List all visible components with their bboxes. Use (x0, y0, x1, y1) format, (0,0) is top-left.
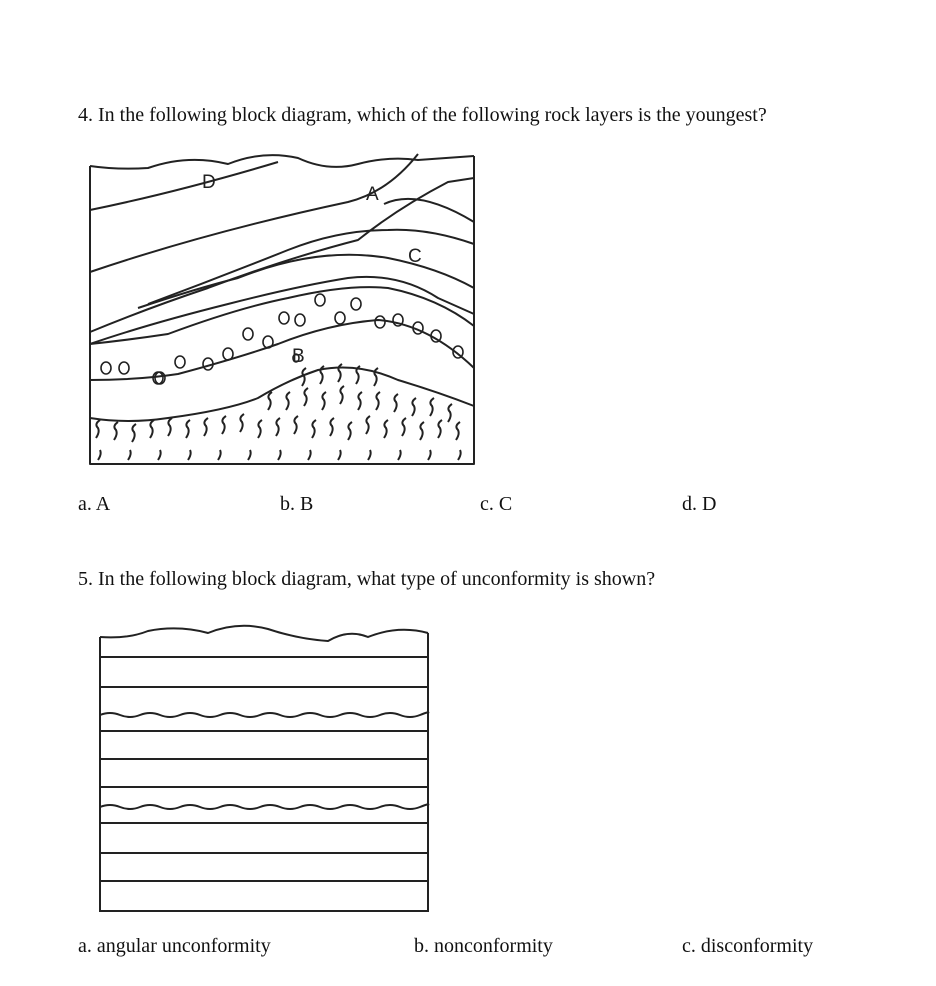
block-diagram-q5 (98, 615, 438, 915)
granite-pattern (96, 364, 461, 460)
erosion-surface-lower (100, 804, 428, 809)
granite-contact (90, 368, 474, 421)
q4-option-b[interactable]: b. B (280, 493, 314, 515)
block-diagram-q4 (88, 148, 478, 468)
diagram-label-a: A (366, 184, 379, 205)
layer-b-upper (90, 287, 474, 344)
question-4-text: 4. In the following block diagram, which of the following rock layers is the youngest? (78, 104, 767, 126)
land-surface (100, 626, 428, 641)
question-5-text: 5. In the following block diagram, what type of unconformity is shown? (78, 568, 656, 590)
diagram-label-c: C (408, 246, 422, 267)
diagram-frame (100, 633, 428, 911)
q4-option-a[interactable]: a. A (78, 493, 111, 515)
q5-option-b[interactable]: b. nonconformity (414, 935, 553, 957)
diagram-label-d: D (202, 172, 216, 193)
diagram-label-b: B (292, 346, 305, 367)
q5-option-a[interactable]: a. angular unconformity (78, 935, 271, 957)
erosion-surface-upper (100, 712, 428, 717)
q4-option-d[interactable]: d. D (682, 493, 717, 515)
layer-b-lower (90, 320, 474, 380)
layer-c-lower (138, 255, 474, 308)
q5-option-c[interactable]: c. disconformity (682, 935, 814, 957)
q4-option-c[interactable]: c. C (480, 493, 513, 515)
layer-d-upper-contact (90, 154, 418, 272)
